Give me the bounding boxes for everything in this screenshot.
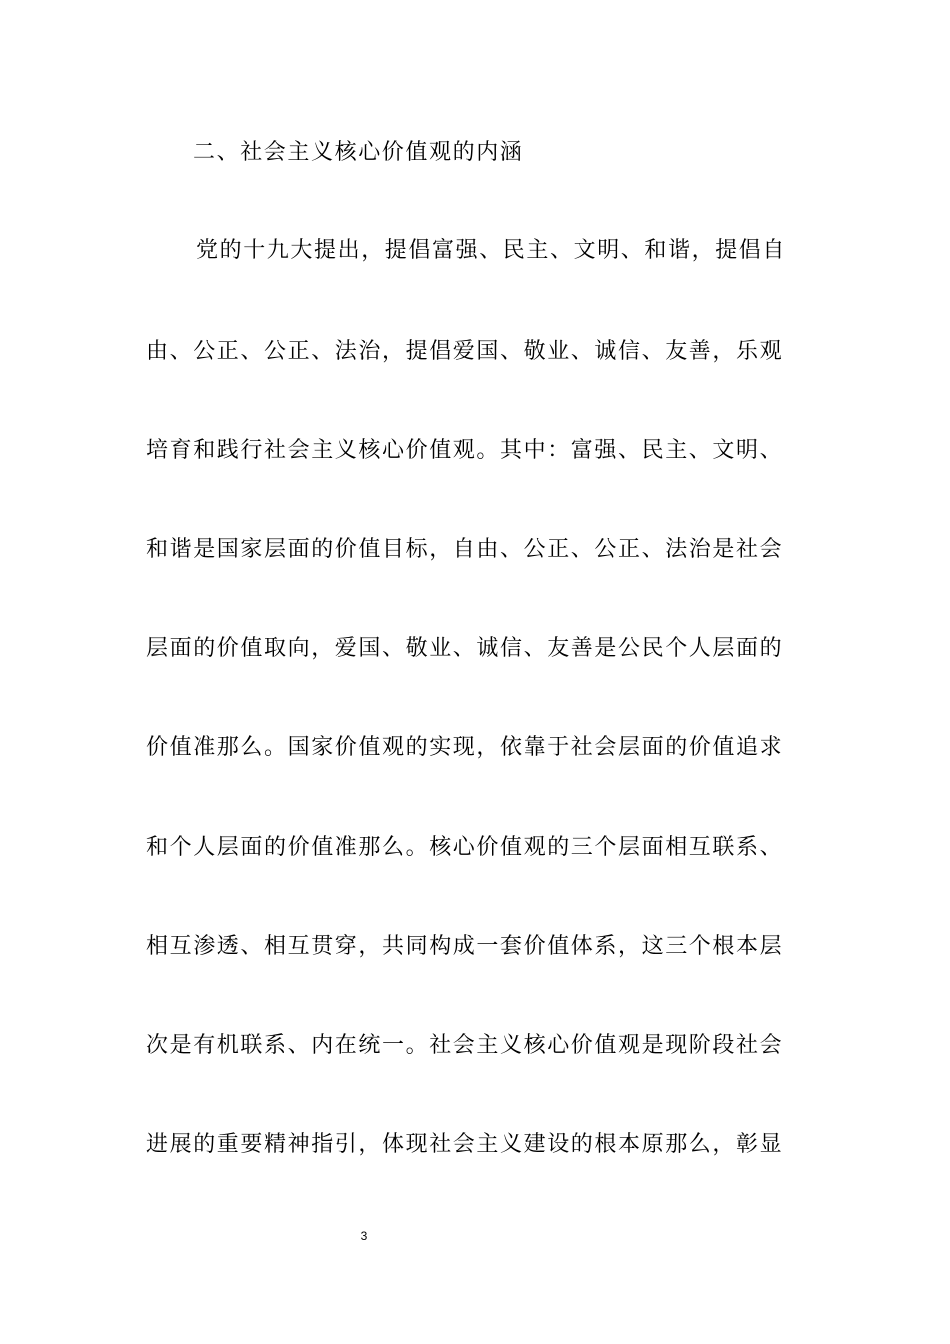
paragraph-line: 次是有机联系、内在统一。社会主义核心价值观是现阶段社会 bbox=[146, 1033, 784, 1058]
paragraph-line: 培育和践行社会主义核心价值观。其中：富强、民主、文明、 bbox=[146, 438, 784, 463]
paragraph-line: 层面的价值取向，爱国、敬业、诚信、友善是公民个人层面的 bbox=[146, 636, 784, 661]
paragraph-line: 相互渗透、相互贯穿，共同构成一套价值体系，这三个根本层 bbox=[146, 934, 784, 959]
section-heading: 二、社会主义核心价值观的内涵 bbox=[193, 140, 524, 165]
paragraph-line: 进展的重要精神指引，体现社会主义建设的根本原那么，彰显 bbox=[146, 1132, 784, 1157]
paragraph-line: 价值准那么。国家价值观的实现，依靠于社会层面的价值追求 bbox=[146, 735, 784, 760]
page-number: 3 bbox=[360, 1229, 368, 1243]
paragraph-line: 由、公正、公正、法治，提倡爱国、敬业、诚信、友善，乐观 bbox=[146, 339, 784, 364]
paragraph-line: 和谐是国家层面的价值目标，自由、公正、公正、法治是社会 bbox=[146, 537, 784, 562]
paragraph-line: 和个人层面的价值准那么。核心价值观的三个层面相互联系、 bbox=[146, 835, 784, 860]
paragraph-line: 党的十九大提出，提倡富强、民主、文明、和谐，提倡自 bbox=[196, 238, 787, 263]
